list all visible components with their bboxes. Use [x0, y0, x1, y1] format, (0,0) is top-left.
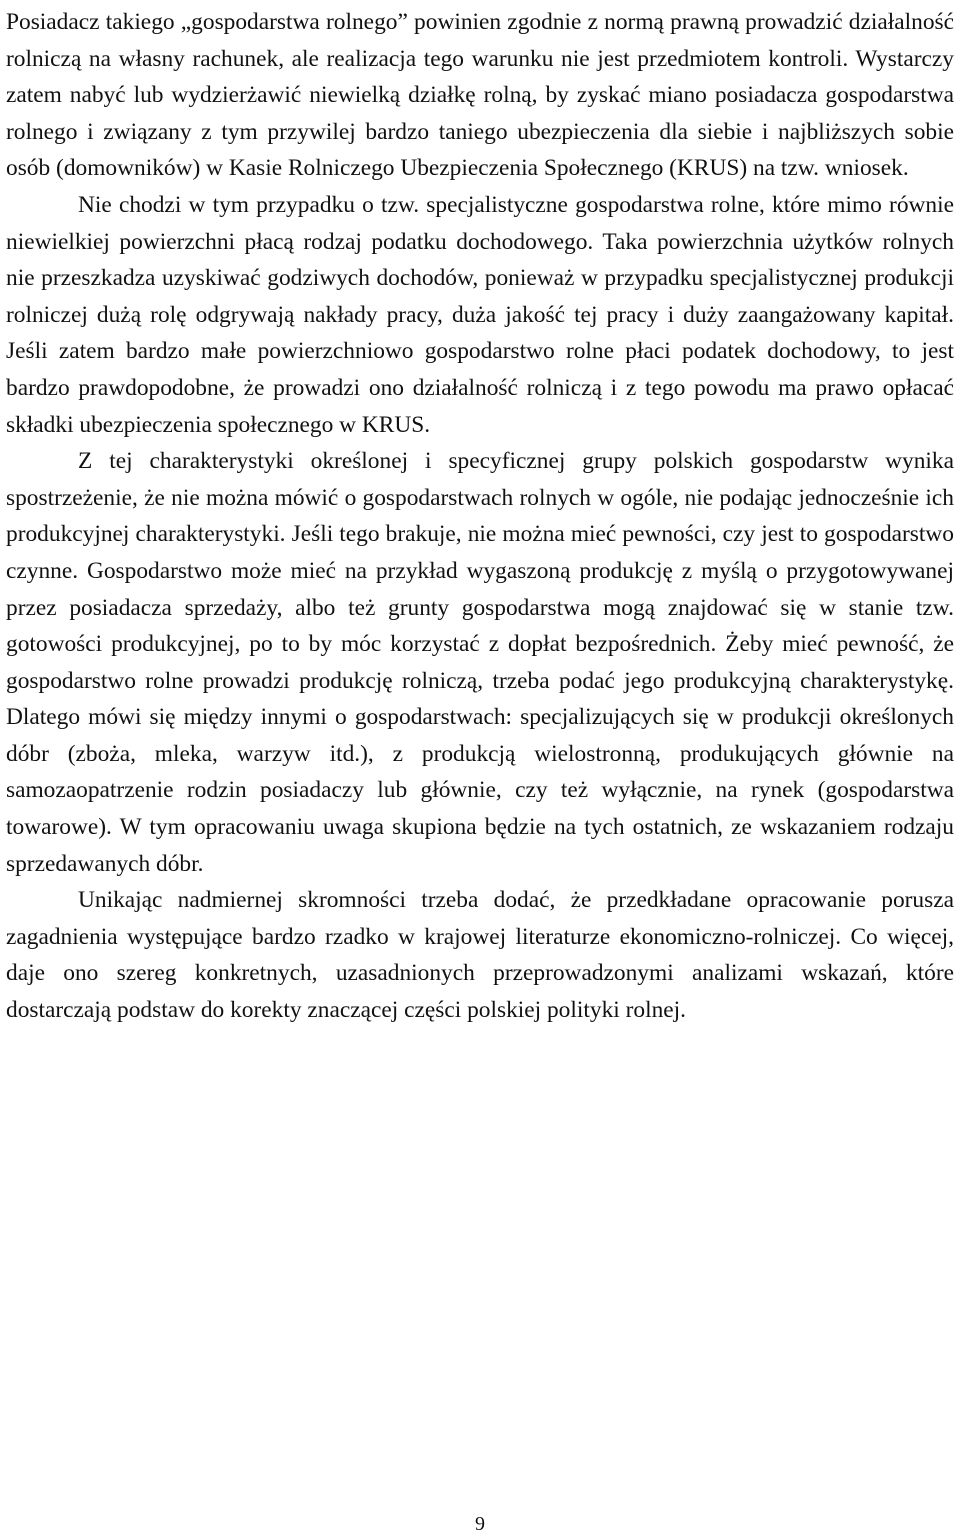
paragraph-4: Unikając nadmiernej skromności trzeba dodać, że przedkładane opracowanie porusza zagadnienia występujące bardzo rzadko w krajowej literaturze ekonomiczno-rolniczej. Co więcej, daje ono szereg konkretnych, uzasadnionych przeprowadzonymi analizami wskazań, które dostarczają podstaw do korekty znaczącej części polskiej polityki rolnej.	[6, 887, 954, 1024]
page-number: 9	[475, 1513, 485, 1535]
paragraph-3: Z tej charakterystyki określonej i specyficznej grupy polskich gospodarstw wynika spostrzeżenie, że nie można mówić o gospodarstwach rolnych w ogóle, nie podając jednocześnie ich produkcyjnej charakterystyki. Jeśli tego brakuje, nie można mieć pewności, czy jest to gospodarstwo czynne. Gospodarstwo może mieć na przykład wygaszoną produkcję z myślą o przygotowywanej przez posiadacza sprzedaży, albo też grunty gospodarstwa mogą znajdować się w stanie tzw. gotowości produkcyjnej, po to by móc korzystać z dopłat bezpośrednich. Żeby mieć pewność, że gospodarstwo rolne prowadzi produkcję rolniczą, trzeba podać jego produkcyjną charakterystykę. Dlatego mówi się między innymi o gospodarstwach: specjalizujących się w produkcji określonych dóbr (zboża, mleka, warzyw itd.), z produkcją wielostronną, produkujących głównie na samozaopatrzenie rodzin posiadaczy lub głównie, czy też wyłącznie, na rynek (gospodarstwa towarowe). W tym opracowaniu uwaga skupiona będzie na tych ostatnich, ze wskazaniem rodzaju sprzedawanych dóbr.	[6, 448, 954, 877]
document-page	[6, 4, 954, 1029]
paragraph-2: Nie chodzi w tym przypadku o tzw. specjalistyczne gospodarstwa rolne, które mimo równie niewielkiej powierzchni płacą rodzaj podatku dochodowego. Taka powierzchnia użytków rolnych nie przeszkadza uzyskiwać godziwych dochodów, ponieważ w przypadku specjalistycznej produkcji rolniczej dużą rolę odgrywają nakłady pracy, duża jakość tej pracy i duży zaangażowany kapitał. Jeśli zatem bardzo małe powierzchniowo gospodarstwo rolne płaci podatek dochodowy, to jest bardzo prawdopodobne, że prowadzi ono działalność rolniczą i z tego powodu ma prawo opłacać składki ubezpieczenia społecznego w KRUS.	[6, 191, 954, 438]
paragraph-1: Posiadacz takiego „gospodarstwa rolnego” powinien zgodnie z normą prawną prowadzić działalność rolniczą na własny rachunek, ale realizacja tego warunku nie jest przedmiotem kontroli. Wystarczy zatem nabyć lub wydzierżawić niewielką działkę rolną, by zyskać miano posiadacza gospodarstwa rolnego i związany z tym przywilej bardzo taniego ubezpieczenia dla siebie i najbliższych sobie osób (domowników) w Kasie Rolniczego Ubezpieczenia Społecznego (KRUS) na tzw. wniosek.	[6, 9, 954, 182]
